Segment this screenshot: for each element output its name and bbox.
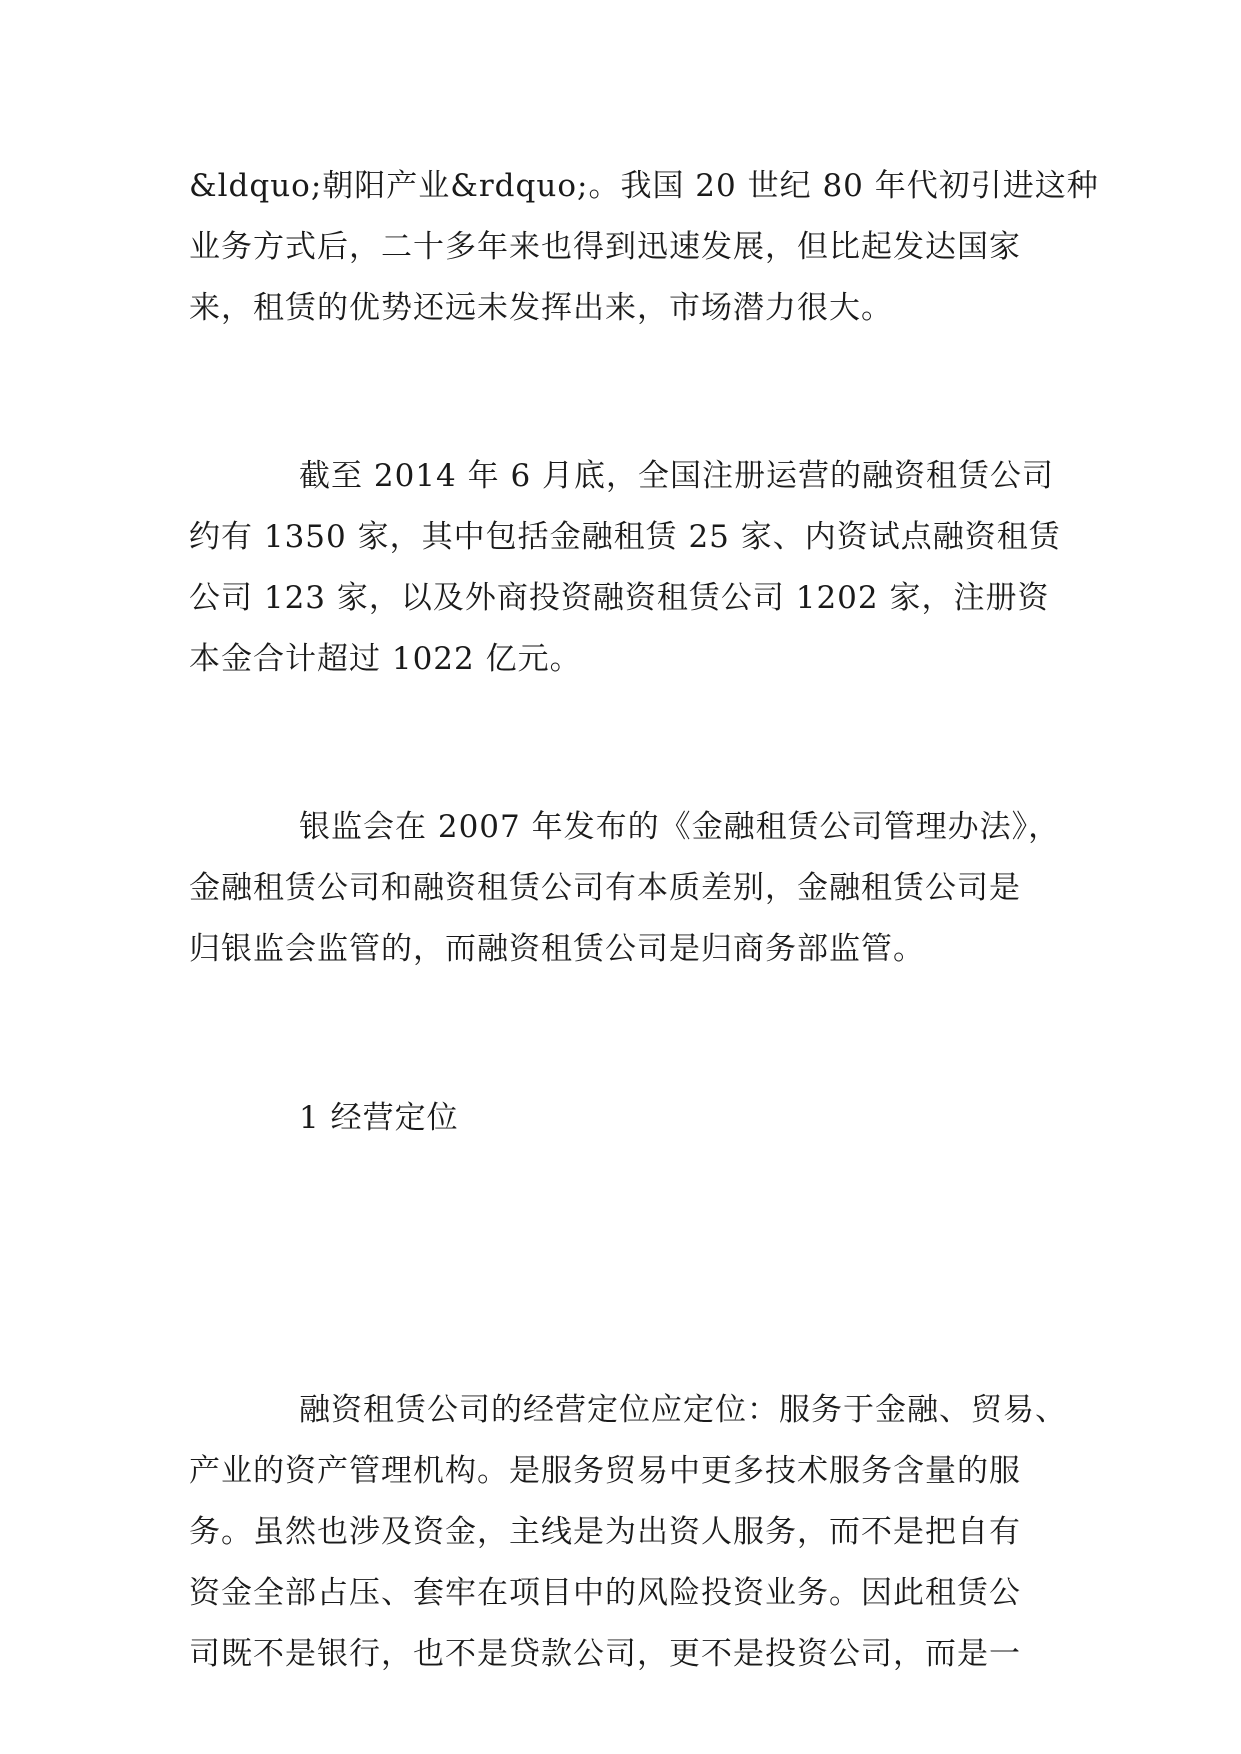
text-line: 约有 1350 家，其中包括金融租赁 25 家、内资试点融资租赁 bbox=[189, 519, 1061, 555]
section-heading bbox=[189, 1088, 1069, 1149]
section-heading-text: 1 经营定位 bbox=[299, 1100, 459, 1136]
paragraph-business-positioning bbox=[189, 1380, 1069, 1685]
text-line: 截至 2014 年 6 月底，全国注册运营的融资租赁公司 bbox=[299, 458, 1055, 494]
paragraph-company-statistics bbox=[189, 446, 1069, 690]
text-line: 公司 123 家，以及外商投资融资租赁公司 1202 家，注册资 bbox=[189, 580, 1050, 616]
text-line: 司既不是银行，也不是贷款公司，更不是投资公司，而是一 bbox=[189, 1636, 1021, 1672]
text-line: 银监会在 2007 年发布的《金融租赁公司管理办法》， bbox=[299, 809, 1061, 845]
text-line: 融资租赁公司的经营定位应定位：服务于金融、贸易、 bbox=[299, 1392, 1067, 1428]
text-line: 务。虽然也涉及资金，主线是为出资人服务，而不是把自有 bbox=[189, 1514, 1021, 1550]
text-line: 产业的资产管理机构。是服务贸易中更多技术服务含量的服 bbox=[189, 1453, 1021, 1489]
paragraph-regulation bbox=[189, 797, 1069, 980]
paragraph-industry-overview bbox=[189, 156, 1099, 339]
text-line: 资金全部占压、套牢在项目中的风险投资业务。因此租赁公 bbox=[189, 1575, 1021, 1611]
text-line: 金融租赁公司和融资租赁公司有本质差别，金融租赁公司是 bbox=[189, 870, 1021, 906]
text-line: 本金合计超过 1022 亿元。 bbox=[189, 641, 582, 677]
text-line: 来，租赁的优势还远未发挥出来，市场潜力很大。 bbox=[189, 290, 893, 326]
text-line: &ldquo;朝阳产业&rdquo;。我国 20 世纪 80 年代初引进这种 bbox=[189, 168, 1099, 204]
text-line: 归银监会监管的，而融资租赁公司是归商务部监管。 bbox=[189, 931, 925, 967]
text-line: 业务方式后，二十多年来也得到迅速发展，但比起发达国家 bbox=[189, 229, 1021, 265]
